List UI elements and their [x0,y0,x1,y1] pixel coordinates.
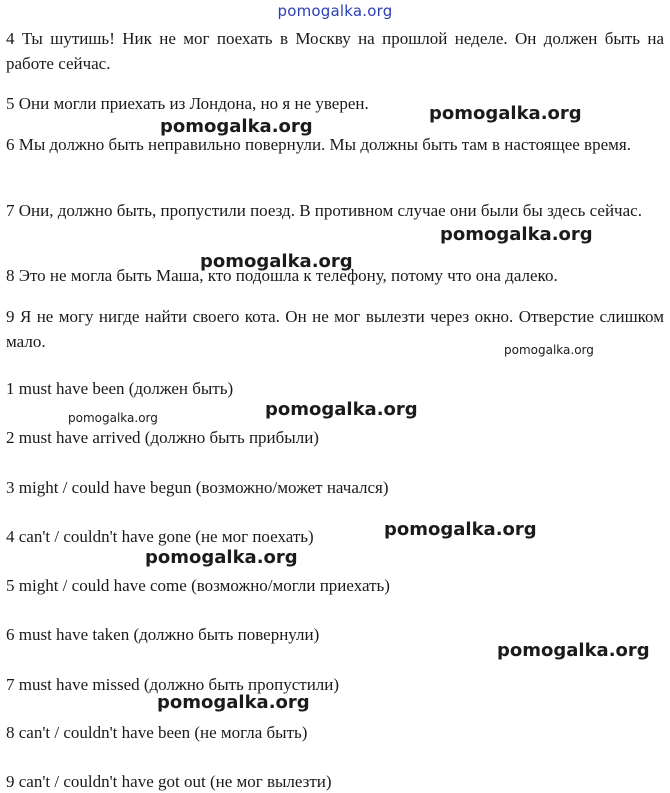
sentence-text: Ты шутишь! Ник не мог поехать в Москву на прошлой неделе. Он должен быть на работе сейчас. [6,29,665,73]
sentence-text: Это не могла быть Маша, кто подошла к телефону, потому что она далеко. [18,266,558,285]
answer-4: 4 can't / couldn't have gone (не мог поехать) [6,527,314,546]
watermark: pomogalka.org [504,343,594,357]
sentence-number: 6 [6,135,15,154]
sentence-4 [6,26,664,76]
sentence-number: 8 [6,266,15,285]
site-header-link[interactable]: pomogalka.org [277,2,393,20]
sentence-6 [6,132,664,157]
sentence-text: Они могли приехать из Лондона, но я не уверен. [18,94,369,113]
watermark: pomogalka.org [384,519,537,540]
watermark: pomogalka.org [265,399,418,420]
answer-2: 2 must have arrived (должно быть прибыли) [6,428,319,447]
watermark: pomogalka.org [68,411,158,425]
watermark: pomogalka.org [440,224,593,245]
answer-1: 1 must have been (должен быть) [6,379,234,398]
watermark: pomogalka.org [200,251,353,272]
answer-7: 7 must have missed (должно быть пропустили) [6,675,340,694]
sentence-text: Я не могу нигде найти своего кота. Он не мог вылезти через окно. Отверстие слишком мало. [6,307,664,351]
answer-8: 8 can't / couldn't have been (не могла быть) [6,723,308,742]
sentence-text: Мы должно быть неправильно повернули. Мы должны быть там в настоящее время. [18,135,631,154]
sentence-number: 4 [6,29,15,48]
answer-3: 3 might / could have begun (возможно/может начался) [6,478,389,497]
sentence-text: Они, должно быть, пропустили поезд. В противном случае они были бы здесь сейчас. [18,201,642,220]
watermark: pomogalka.org [429,103,582,124]
sentence-number: 9 [6,307,15,326]
watermark: pomogalka.org [157,692,310,713]
answer-9: 9 can't / couldn't have got out (не мог вылезти) [6,772,332,791]
sentence-number: 7 [6,201,15,220]
watermark: pomogalka.org [160,116,313,137]
watermark: pomogalka.org [145,547,298,568]
watermark: pomogalka.org [497,640,650,661]
sentence-number: 5 [6,94,15,113]
sentence-7 [6,198,664,223]
answer-5: 5 might / could have come (возможно/могли приехать) [6,576,390,595]
answer-6: 6 must have taken (должно быть повернули) [6,625,320,644]
